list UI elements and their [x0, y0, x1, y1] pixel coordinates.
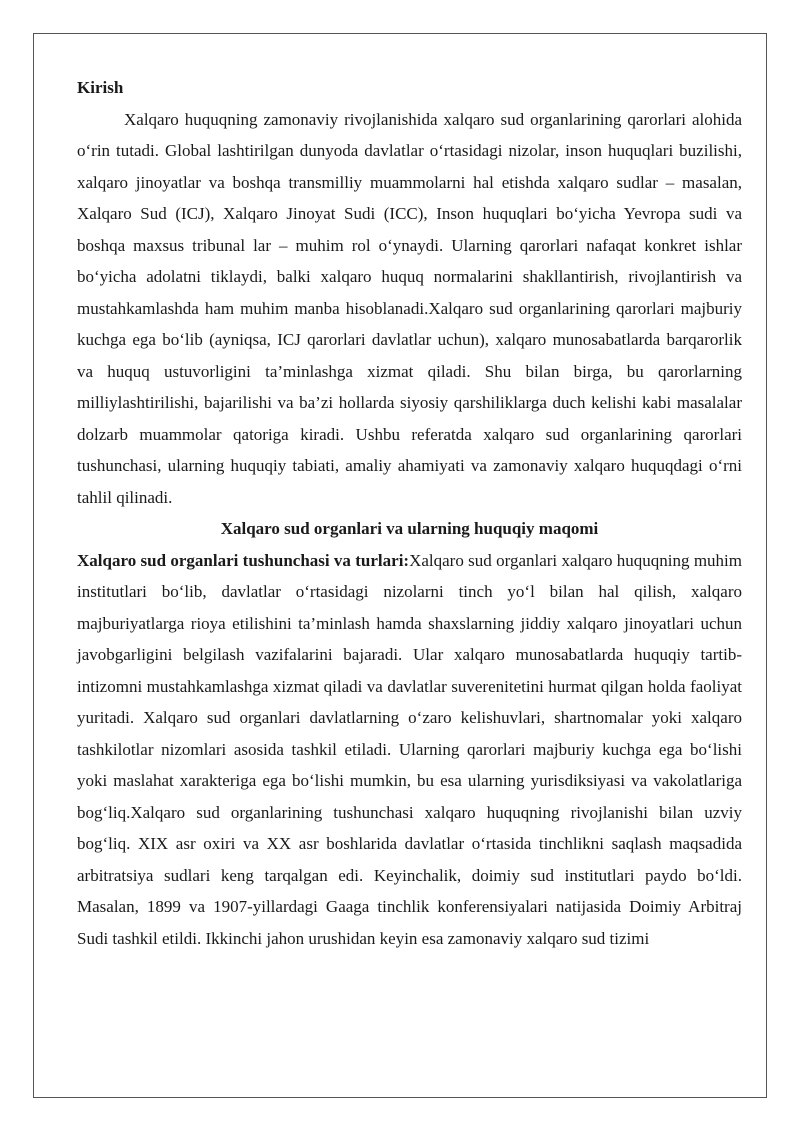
- intro-heading: Kirish: [77, 78, 124, 97]
- section-paragraph: [77, 545, 742, 955]
- section-lead: Xalqaro sud organlari tushunchasi va turlari:: [77, 550, 410, 570]
- section-title: Xalqaro sud organlari va ularning huquqiy maqomi: [220, 519, 599, 538]
- intro-paragraph: Xalqaro huquqning zamonaviy rivojlanishida xalqaro sud organlarining qarorlari alohida o‘rin tutadi. Global lashtirilgan dunyoda davlatlar o‘rtasidagi nizolar, inson huquqlari buzilishi, xalqaro jinoyatlar va boshqa transmilliy muammolarni hal etishda xalqaro sudlar – masalan, Xalqaro Sud (ICJ), Xalqaro Jinoyat Sudi (ICC), Inson huquqlari bo‘yicha Yevropa sudi va boshqa maxsus tribunal lar – muhim rol o‘ynaydi. Ularning qarorlari nafaqat konkret ishlar bo‘yicha adolatni tiklaydi, balki xalqaro huquq normalarini shakllantirish, rivojlantirish va mustahkamlashda ham muhim manba hisoblanadi.Xalqaro sud organlarining qarorlari majburiy kuchga ega bo‘lib (ayniqsa, ICJ qarorlari davlatlar uchun), xalqaro munosabatlarda barqarorlik va huquq ustuvorligini ta’minlashga xizmat qiladi. Shu bilan birga, bu qarorlarning milliylashtirilishi, bajarilishi va ba’zi hollarda siyosiy qarshiliklarga duch kelishi kabi masalalar dolzarb muammolar qatoriga kiradi. Ushbu referatda xalqaro sud organlarining qarorlari tushunchasi, ularning huquqiy tabiati, amaliy ahamiyati va zamonaviy xalqaro huquqdagi o‘rni tahlil qilinadi.: [77, 109, 742, 507]
- section-paragraph-text: Xalqaro sud organlari xalqaro huquqning muhim institutlari bo‘lib, davlatlar o‘rtasidagi nizolarni tinch yo‘l bilan hal qilish, xalqaro majburiyatlarga rioya etilishini ta’minlash hamda shaxslarning jiddiy xalqaro jinoyatlari uchun javobgarligini belgilash vazifalarini bajaradi. Ular xalqaro munosabatlarda huquqiy tartib-intizomni mustahkamlashga xizmat qiladi va davlatlar suverenitetini hurmat qilgan holda faoliyat yuritadi. Xalqaro sud organlari davlatlarning o‘zaro kelishuvlari, shartnomalar yoki xalqaro tashkilotlar nizomlari asosida tashkil etiladi. Ularning qarorlari majburiy kuchga ega bo‘lishi yoki maslahat xarakteriga ega bo‘lishi mumkin, bu esa ularning yurisdiksiyasi va vakolatlariga bog‘liq.Xalqaro sud organlarining tushunchasi xalqaro huquqning rivojlanishi bilan uzviy bog‘liq. XIX asr oxiri va XX asr boshlarida davlatlar o‘rtasida tinchlikni saqlash maqsadida arbitratsiya sudlari keng tarqalgan edi. Keyinchalik, doimiy sud institutlari paydo bo‘ldi. Masalan, 1899 va 1907-yillardagi Gaaga tinchlik konferensiyalari natijasida Doimiy Arbitraj Sudi tashkil etildi. Ikkinchi jahon urushidan keyin esa zamonaviy xalqaro sud tizimi: [77, 550, 742, 948]
- document-body: [77, 72, 742, 954]
